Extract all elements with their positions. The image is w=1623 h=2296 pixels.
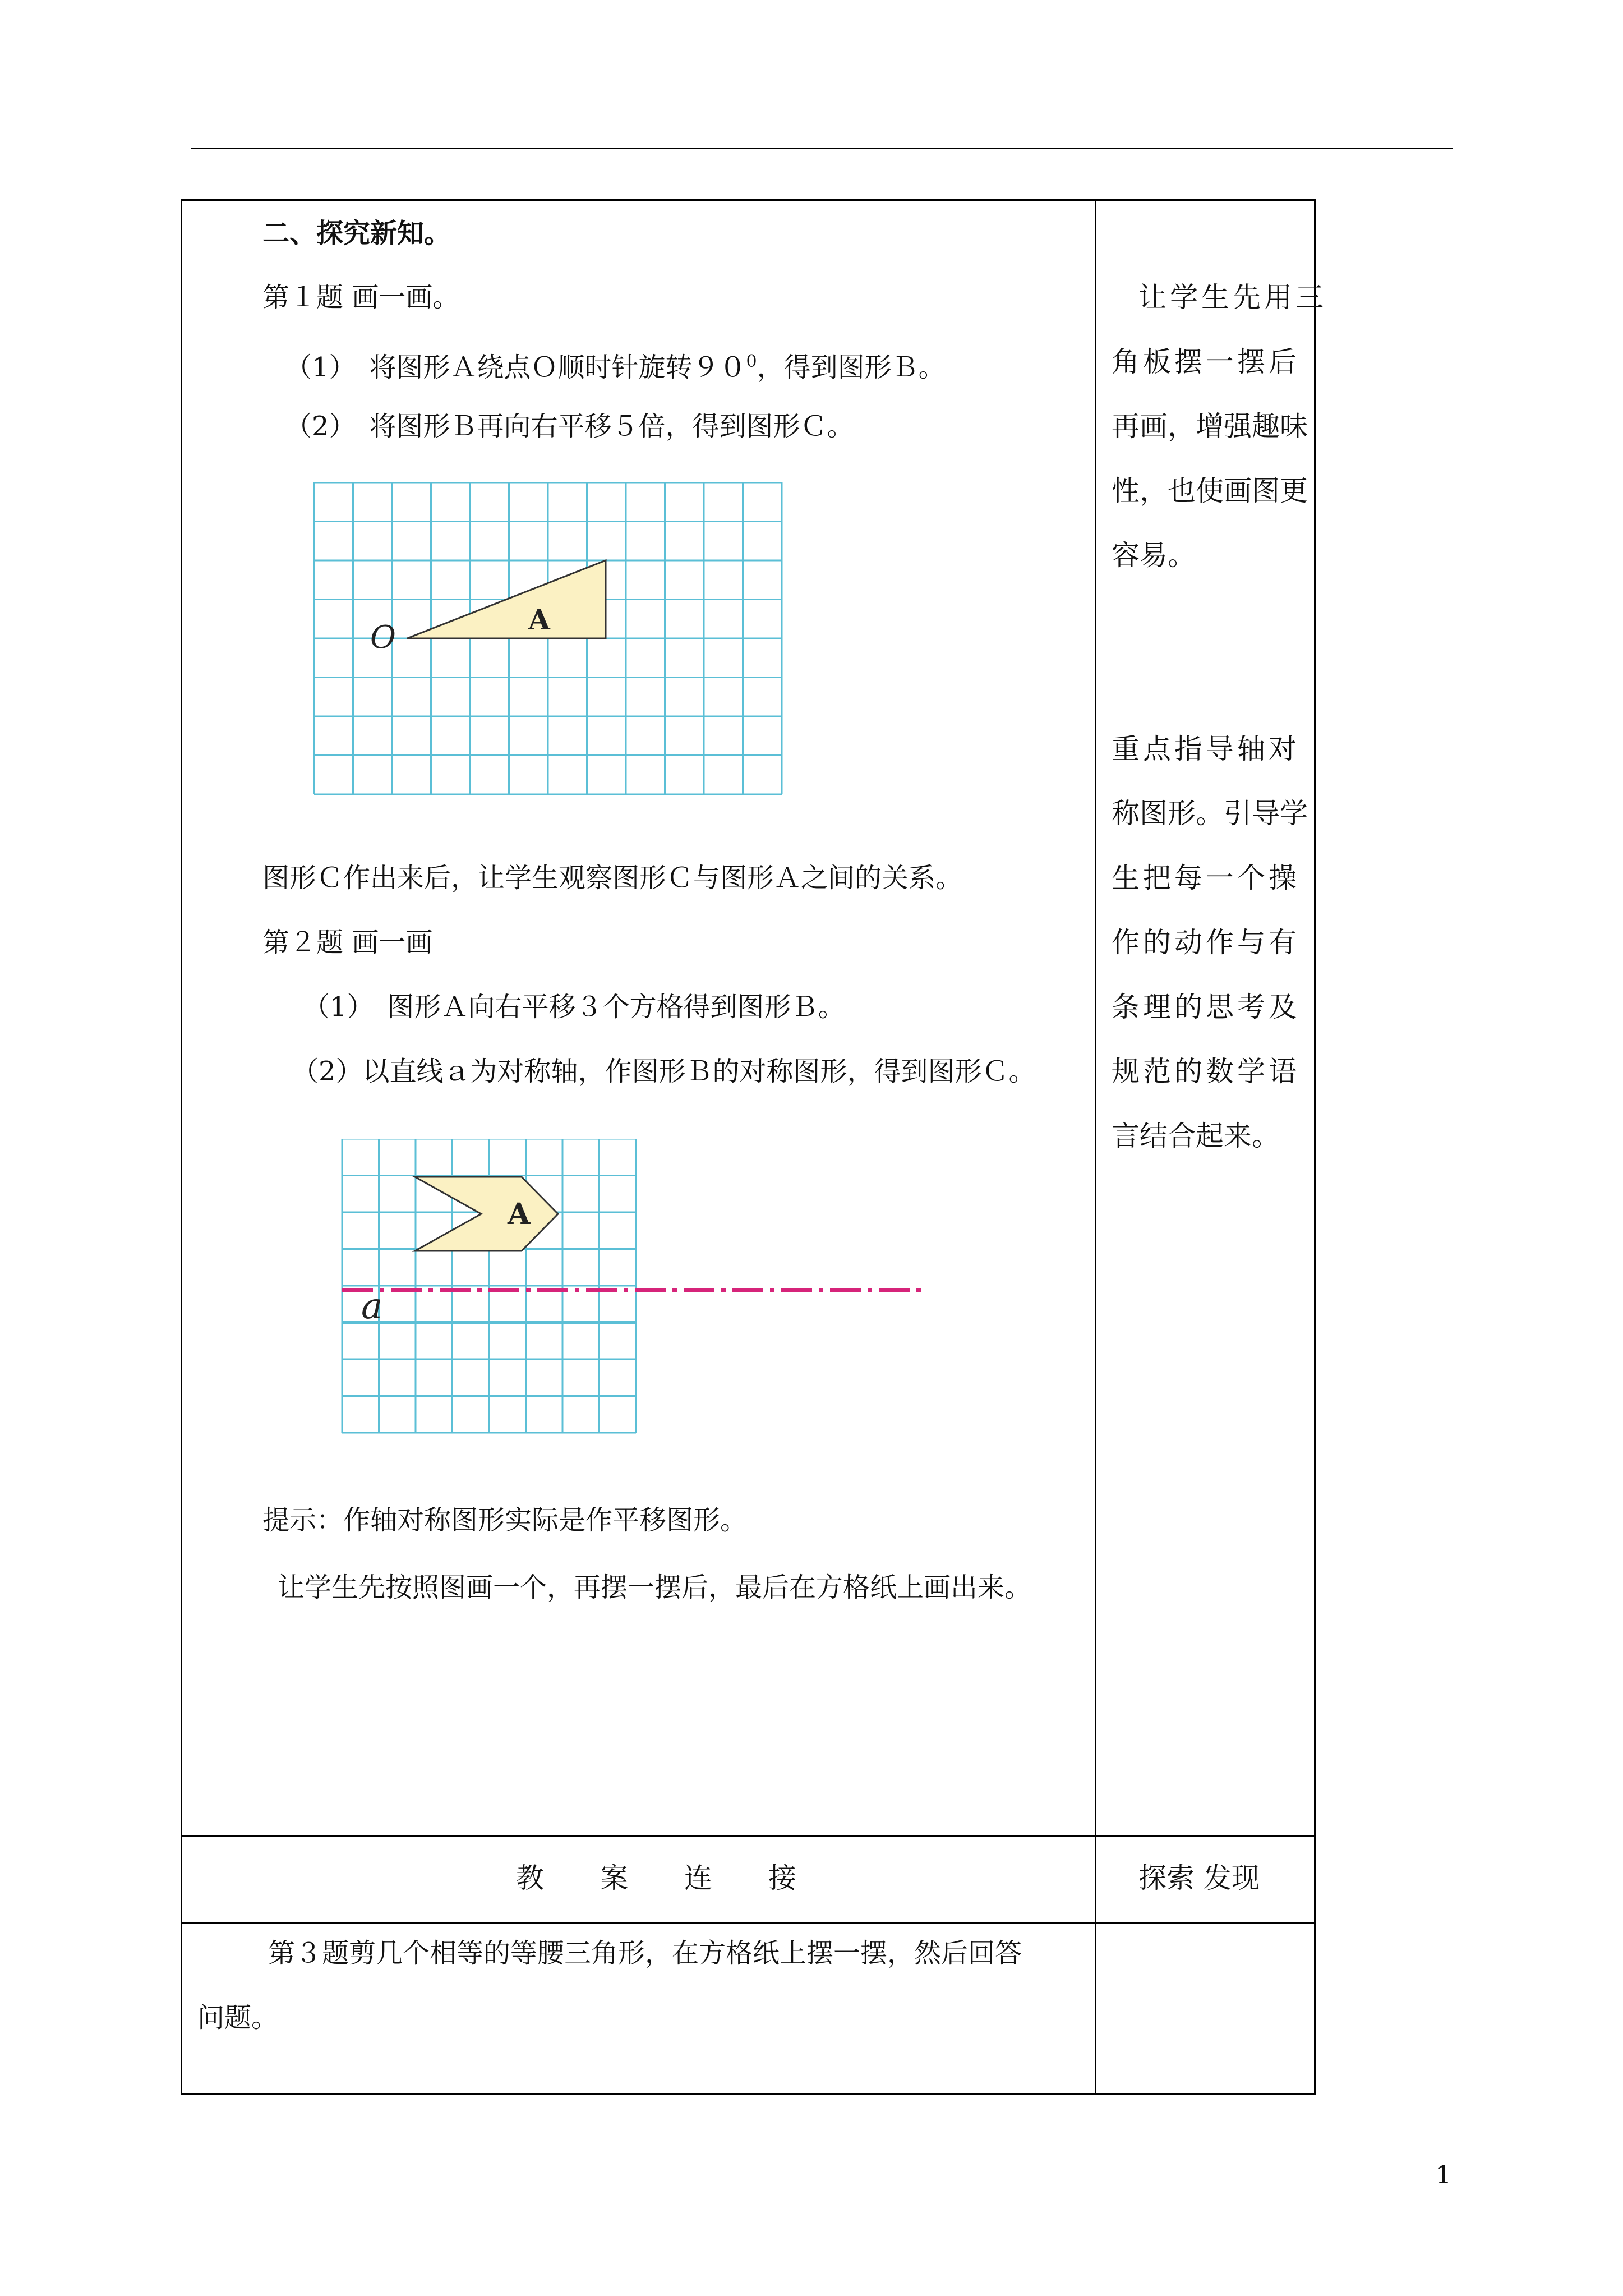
q2-title: 第２题 画一画 (262, 927, 433, 958)
q2-shape-a-label: A (508, 1197, 531, 1231)
q2-shape-a (415, 1177, 558, 1251)
table-border-row1 (181, 1835, 1316, 1837)
lesson-link-heading: 教 案 连 接 (516, 1862, 796, 1894)
table-border-row2 (181, 1922, 1316, 1924)
side-note-2-line: 作的动作与有 (1112, 926, 1300, 959)
side-note-1-line: 容易。 (1112, 539, 1196, 572)
q1-grid-figure (308, 482, 903, 797)
q3-line2: 问题。 (197, 2002, 279, 2033)
side-note-2-line: 规范的数学语 (1112, 1055, 1300, 1088)
q1-shape-a-label: A (528, 603, 550, 636)
section-heading: 二、探究新知。 (262, 218, 451, 249)
q2-step2: （2）以直线ａ为对称轴，作图形Ｂ的对称图形，得到图形Ｃ。 (292, 1056, 1036, 1087)
q1-after-note: 图形Ｃ作出来后，让学生观察图形Ｃ与图形Ａ之间的关系。 (262, 862, 963, 894)
q1-step2: （2） 将图形Ｂ再向右平移５倍，得到图形Ｃ。 (285, 411, 854, 442)
side-note-2-line: 重点指导轴对 (1112, 733, 1300, 765)
table-border-left (181, 199, 182, 2095)
q1-title: 第１题 画一画。 (262, 282, 460, 313)
side-note-2-line: 条理的思考及 (1112, 991, 1300, 1023)
q2-hint: 提示：作轴对称图形实际是作平移图形。 (262, 1504, 748, 1536)
table-border-bottom (181, 2093, 1316, 2095)
side-note-2-line: 称图形。引导学 (1112, 797, 1308, 830)
side-note-1-line: 让学生先用三 (1138, 281, 1327, 314)
side-note-2-line: 言结合起来。 (1112, 1120, 1280, 1152)
table-border-mid (1095, 199, 1096, 2095)
page-number: 1 (1436, 2161, 1451, 2189)
header-rule (191, 148, 1453, 149)
table-border-right (1314, 199, 1316, 2095)
q2-grid-figure (336, 1139, 931, 1453)
q2-note: 让学生先按照图画一个，再摆一摆后，最后在方格纸上画出来。 (278, 1572, 1032, 1603)
side-note-2-line: 生把每一个操 (1112, 862, 1300, 894)
q1-step1-superscript: 0 (746, 352, 757, 371)
side-note-1-line: 性，也使画图更 (1112, 475, 1308, 507)
q1-point-o-label: O (370, 619, 396, 656)
q2-step1: （1） 图形Ａ向右平移３个方格得到图形Ｂ。 (303, 991, 845, 1023)
side-note-1-line: 角板摆一摆后 (1112, 346, 1300, 378)
q1-step1-text: （1） 将图形Ａ绕点Ｏ顺时针旋转９０ (285, 352, 746, 383)
q2-axis-a-label: a (361, 1286, 383, 1327)
table-border-top (181, 199, 1316, 201)
q1-step1 (285, 345, 946, 384)
q3-line1: 第３题剪几个相等的等腰三角形，在方格纸上摆一摆，然后回答 (268, 1938, 1022, 1969)
explore-discover-heading: 探索 发现 (1138, 1862, 1260, 1894)
side-note-1-line: 再画，增强趣味 (1112, 410, 1308, 443)
q1-step1-tail: ，得到图形Ｂ。 (757, 352, 946, 383)
